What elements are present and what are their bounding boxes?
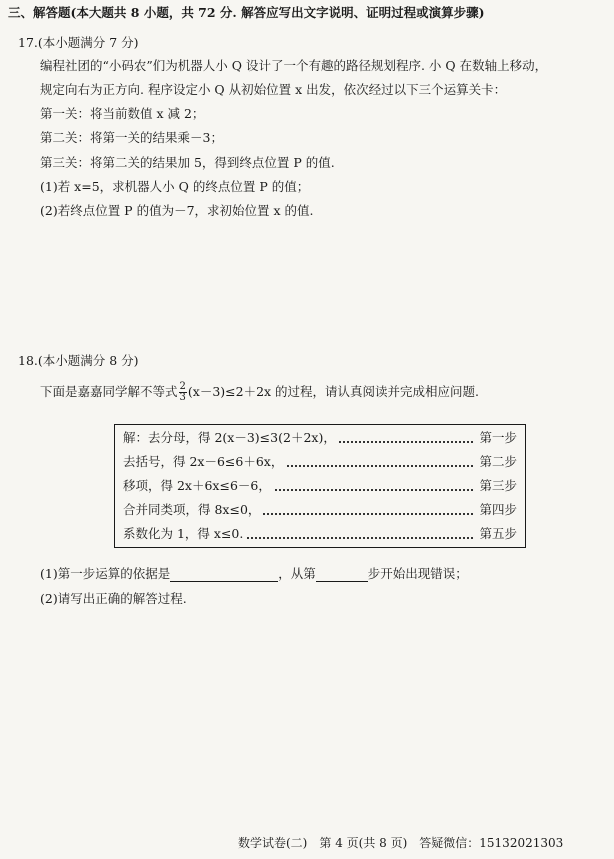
q18-intro-after: (x－3)≤2＋2x 的过程，请认真阅读并完成相应问题. <box>187 384 480 399</box>
q18-intro-before: 下面是嘉嘉同学解不等式 <box>40 384 178 399</box>
step-label: 第四步 <box>477 498 517 522</box>
step-text: 系数化为 1，得 x≤0. <box>123 522 246 546</box>
answer-blank-step[interactable] <box>316 567 368 582</box>
footer-subject: 数学试卷(二) <box>238 836 308 850</box>
solution-step <box>123 498 517 522</box>
step-label: 第三步 <box>477 474 517 498</box>
q18-sub1-b: ，从第 <box>278 566 316 581</box>
fraction <box>179 382 187 403</box>
q17-sub2: (2)若终点位置 P 的值为－7，求初始位置 x 的值. <box>40 203 314 218</box>
q17-intro-line1: 编程社团的“小码农”们为机器人小 Q 设计了一个有趣的路径规划程序. 小 Q 在数轴上移动， <box>40 58 548 73</box>
q17-gate3: 第三关：将第二关的结果加 5，得到终点位置 P 的值. <box>40 155 335 170</box>
solution-step <box>123 522 517 546</box>
q18-sub2: (2)请写出正确的解答过程. <box>40 591 187 606</box>
solution-step <box>123 474 517 498</box>
section-header: 三、解答题(本大题共 8 小题，共 72 分. 解答应写出文字说明、证明过程或演算步骤) <box>8 5 485 20</box>
q18-heading: 18.(本小题满分 8 分) <box>18 353 139 368</box>
step-text: 去括号，得 2x－6≤6＋6x， <box>123 450 286 474</box>
answer-blank-basis[interactable] <box>170 567 278 582</box>
q18-sub1 <box>40 566 468 582</box>
fraction-numerator: 2 <box>179 381 186 392</box>
step-label: 第一步 <box>477 426 517 450</box>
step-text: 解：去分母，得 2(x－3)≤3(2＋2x)， <box>123 426 339 450</box>
q17-gate1: 第一关：将当前数值 x 减 2； <box>40 106 205 121</box>
q17-gate2: 第二关：将第一关的结果乘－3； <box>40 130 223 145</box>
q18-intro <box>40 382 479 403</box>
step-label: 第二步 <box>477 450 517 474</box>
page-footer <box>238 834 563 851</box>
solution-step <box>123 450 517 474</box>
fraction-denominator: 3 <box>179 392 186 403</box>
solution-steps-box <box>114 424 526 548</box>
footer-page: 第 4 页(共 8 页) <box>319 836 408 850</box>
footer-wechat: 答疑微信：15132021303 <box>419 836 564 850</box>
step-label: 第五步 <box>477 522 517 546</box>
step-text: 移项，得 2x＋6x≤6－6， <box>123 474 274 498</box>
step-text: 合并同类项，得 8x≤0， <box>123 498 263 522</box>
q17-sub1: (1)若 x=5，求机器人小 Q 的终点位置 P 的值； <box>40 179 310 194</box>
q18-sub1-c: 步开始出现错误； <box>367 566 468 581</box>
solution-step <box>123 426 517 450</box>
q18-sub1-a: (1)第一步运算的依据是 <box>40 566 171 581</box>
q17-intro-line2: 规定向右为正方向. 程序设定小 Q 从初始位置 x 出发，依次经过以下三个运算关卡： <box>40 82 507 97</box>
q17-heading: 17.(本小题满分 7 分) <box>18 35 139 50</box>
